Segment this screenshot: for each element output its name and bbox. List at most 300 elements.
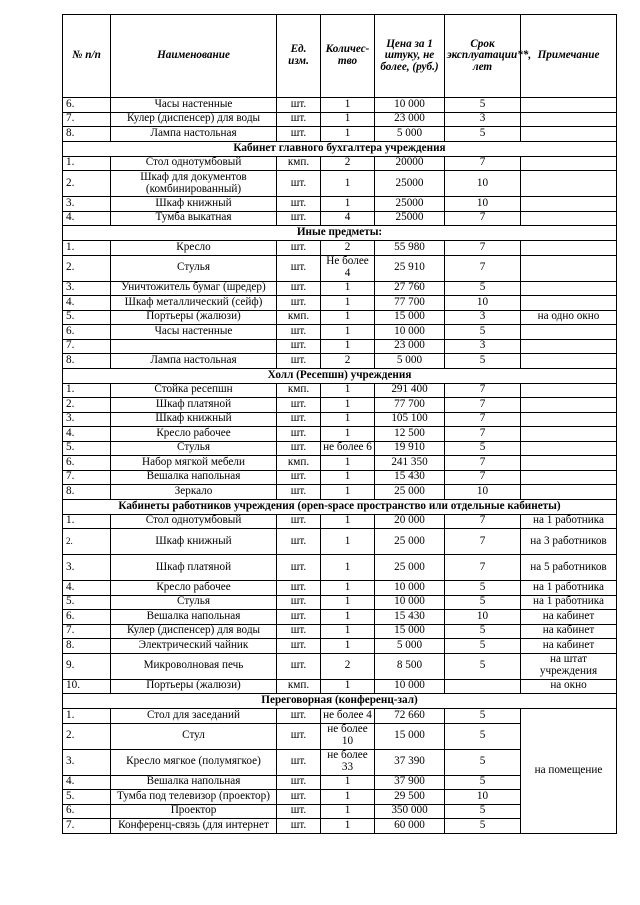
table-row: [63, 197, 617, 212]
row-qty: 1: [321, 171, 375, 197]
row-number: 1.: [63, 709, 111, 724]
row-note: [521, 171, 617, 197]
row-unit: шт.: [277, 639, 321, 654]
row-term: 7: [445, 555, 521, 581]
row-qty: не более 4: [321, 709, 375, 724]
table-row: [63, 241, 617, 256]
table-row: [63, 412, 617, 427]
table-row: [63, 354, 617, 369]
row-name: Кресло рабочее: [111, 581, 277, 596]
table-row: [63, 383, 617, 398]
row-note: [521, 412, 617, 427]
table-body: [63, 98, 617, 834]
row-number: 8.: [63, 354, 111, 369]
row-name: Кулер (диспенсер) для воды: [111, 112, 277, 127]
row-unit: кмп.: [277, 383, 321, 398]
row-name: Тумба под телевизор (проектор): [111, 790, 277, 805]
row-number: 3.: [63, 197, 111, 212]
table-row: [63, 529, 617, 555]
row-unit: шт.: [277, 749, 321, 775]
row-price: 15 000: [375, 310, 445, 325]
row-qty: 1: [321, 819, 375, 834]
section-title: Холл (Ресепшн) учреждения: [63, 368, 617, 383]
row-number: 4.: [63, 581, 111, 596]
row-unit: шт.: [277, 595, 321, 610]
row-term: 5: [445, 653, 521, 679]
row-qty: 1: [321, 804, 375, 819]
table-row: [63, 595, 617, 610]
row-term: 3: [445, 339, 521, 354]
row-note: на окно: [521, 679, 617, 694]
section-header-row: [63, 226, 617, 241]
row-note: на 1 работника: [521, 595, 617, 610]
row-price: 350 000: [375, 804, 445, 819]
table-row: [63, 624, 617, 639]
row-unit: шт.: [277, 296, 321, 311]
row-name: Стулья: [111, 255, 277, 281]
row-unit: шт.: [277, 398, 321, 413]
row-note: [521, 98, 617, 113]
row-term: 7: [445, 529, 521, 555]
header-qty: Количес-тво: [321, 15, 375, 98]
row-price: 25 000: [375, 485, 445, 500]
row-price: 291 400: [375, 383, 445, 398]
row-term: 5: [445, 723, 521, 749]
row-qty: не более 10: [321, 723, 375, 749]
row-unit: шт.: [277, 197, 321, 212]
row-term: 7: [445, 470, 521, 485]
row-number: 6.: [63, 804, 111, 819]
table-row: [63, 339, 617, 354]
row-price: 10 000: [375, 325, 445, 340]
row-qty: 1: [321, 775, 375, 790]
row-term: 7: [445, 156, 521, 171]
row-qty: 1: [321, 456, 375, 471]
row-number: 3.: [63, 281, 111, 296]
row-number: 7.: [63, 339, 111, 354]
row-price: 72 660: [375, 709, 445, 724]
row-term: 7: [445, 398, 521, 413]
row-qty: 1: [321, 339, 375, 354]
table-row: [63, 98, 617, 113]
row-term: 7: [445, 241, 521, 256]
row-number: 1.: [63, 156, 111, 171]
row-term: 10: [445, 485, 521, 500]
row-number: 1.: [63, 383, 111, 398]
row-term: 3: [445, 112, 521, 127]
row-term: 3: [445, 310, 521, 325]
furniture-norms-table: [62, 14, 617, 834]
row-note: [521, 383, 617, 398]
row-price: 25000: [375, 211, 445, 226]
table-row: [63, 639, 617, 654]
row-qty: 1: [321, 610, 375, 625]
row-qty: 2: [321, 241, 375, 256]
row-number: 3.: [63, 555, 111, 581]
row-price: 19 910: [375, 441, 445, 456]
row-note: [521, 354, 617, 369]
row-note: на 1 работника: [521, 581, 617, 596]
row-name: Зеркало: [111, 485, 277, 500]
row-name: Электрический чайник: [111, 639, 277, 654]
row-term: 10: [445, 171, 521, 197]
row-number: 2.: [63, 255, 111, 281]
row-unit: шт.: [277, 325, 321, 340]
row-unit: шт.: [277, 255, 321, 281]
row-term: 5: [445, 281, 521, 296]
row-unit: шт.: [277, 709, 321, 724]
row-price: 25 000: [375, 555, 445, 581]
row-name: Кресло рабочее: [111, 427, 277, 442]
row-price: 12 500: [375, 427, 445, 442]
row-name: Набор мягкой мебели: [111, 456, 277, 471]
row-qty: не более 33: [321, 749, 375, 775]
row-unit: кмп.: [277, 310, 321, 325]
table-row: [63, 112, 617, 127]
row-term: 5: [445, 581, 521, 596]
row-price: 20 000: [375, 514, 445, 529]
row-number: 8.: [63, 485, 111, 500]
row-term: 5: [445, 595, 521, 610]
row-price: 8 500: [375, 653, 445, 679]
row-note-merged: на помещение: [521, 709, 617, 834]
row-qty: 1: [321, 127, 375, 142]
row-unit: шт.: [277, 412, 321, 427]
section-header-row: [63, 499, 617, 514]
row-qty: 1: [321, 639, 375, 654]
row-qty: 1: [321, 485, 375, 500]
row-number: 7.: [63, 112, 111, 127]
row-number: 8.: [63, 127, 111, 142]
row-price: 23 000: [375, 339, 445, 354]
row-unit: кмп.: [277, 156, 321, 171]
row-unit: шт.: [277, 98, 321, 113]
row-unit: шт.: [277, 281, 321, 296]
row-term: 7: [445, 427, 521, 442]
row-note: на 1 работника: [521, 514, 617, 529]
row-note: [521, 485, 617, 500]
row-price: 10 000: [375, 595, 445, 610]
row-note: [521, 156, 617, 171]
row-unit: шт.: [277, 529, 321, 555]
row-note: [521, 241, 617, 256]
row-name: Тумба выкатная: [111, 211, 277, 226]
row-qty: 2: [321, 354, 375, 369]
row-price: 37 390: [375, 749, 445, 775]
row-name: Проектор: [111, 804, 277, 819]
row-unit: шт.: [277, 127, 321, 142]
row-unit: кмп.: [277, 679, 321, 694]
row-number: 4.: [63, 775, 111, 790]
row-name: Шкаф для документов (комбинированный): [111, 171, 277, 197]
row-unit: шт.: [277, 241, 321, 256]
row-price: 25 000: [375, 529, 445, 555]
row-qty: 1: [321, 112, 375, 127]
row-name: Портьеры (жалюзи): [111, 310, 277, 325]
row-name: Стол однотумбовый: [111, 514, 277, 529]
row-note: [521, 255, 617, 281]
row-qty: 4: [321, 211, 375, 226]
table-row: [63, 514, 617, 529]
row-price: 77 700: [375, 296, 445, 311]
row-name: Шкаф металлический (сейф): [111, 296, 277, 311]
row-name: Шкаф книжный: [111, 412, 277, 427]
row-name: Стол однотумбовый: [111, 156, 277, 171]
row-name: Кресло: [111, 241, 277, 256]
row-price: 25000: [375, 197, 445, 212]
header-price: Цена за 1 штуку, не более, (руб.): [375, 15, 445, 98]
row-qty: 1: [321, 412, 375, 427]
row-name: Часы настенные: [111, 98, 277, 113]
row-qty: 1: [321, 310, 375, 325]
section-header-row: [63, 368, 617, 383]
row-price: 37 900: [375, 775, 445, 790]
row-number: 5.: [63, 310, 111, 325]
row-unit: шт.: [277, 775, 321, 790]
row-unit: шт.: [277, 653, 321, 679]
row-note: [521, 197, 617, 212]
row-name: Конференц-связь (для интернет: [111, 819, 277, 834]
row-qty: 1: [321, 529, 375, 555]
header-term: Срок эксплуатации**, лет: [445, 15, 521, 98]
row-term: 5: [445, 98, 521, 113]
row-term: 5: [445, 804, 521, 819]
row-price: 23 000: [375, 112, 445, 127]
row-name: Стулья: [111, 441, 277, 456]
row-unit: шт.: [277, 819, 321, 834]
row-name: Шкаф платяной: [111, 555, 277, 581]
row-term: 10: [445, 790, 521, 805]
row-number: 7.: [63, 819, 111, 834]
row-price: 25 910: [375, 255, 445, 281]
row-term: 7: [445, 211, 521, 226]
row-number: 3.: [63, 749, 111, 775]
row-qty: 1: [321, 325, 375, 340]
row-number: 5.: [63, 790, 111, 805]
row-number: 6.: [63, 325, 111, 340]
row-name: Микроволновая печь: [111, 653, 277, 679]
row-qty: 1: [321, 581, 375, 596]
row-qty: 1: [321, 427, 375, 442]
row-note: на кабинет: [521, 624, 617, 639]
table-row: [63, 456, 617, 471]
row-term: 5: [445, 325, 521, 340]
row-note: [521, 456, 617, 471]
row-price: 5 000: [375, 127, 445, 142]
table-row: [63, 255, 617, 281]
table-row: [63, 325, 617, 340]
row-note: на одно окно: [521, 310, 617, 325]
row-name: Шкаф книжный: [111, 197, 277, 212]
section-header-row: [63, 141, 617, 156]
row-note: на штат учреждения: [521, 653, 617, 679]
row-unit: шт.: [277, 427, 321, 442]
row-unit: шт.: [277, 112, 321, 127]
table-row: [63, 281, 617, 296]
header-note: Примечание: [521, 15, 617, 98]
table-row: [63, 555, 617, 581]
row-unit: шт.: [277, 485, 321, 500]
row-note: [521, 470, 617, 485]
row-number: 7.: [63, 624, 111, 639]
row-price: 77 700: [375, 398, 445, 413]
row-price: 241 350: [375, 456, 445, 471]
row-price: 55 980: [375, 241, 445, 256]
row-number: 2.: [63, 171, 111, 197]
table-row: [63, 171, 617, 197]
row-price: 20000: [375, 156, 445, 171]
row-term: 5: [445, 127, 521, 142]
row-term: [445, 679, 521, 694]
row-unit: шт.: [277, 339, 321, 354]
row-term: 5: [445, 639, 521, 654]
document-page: [62, 14, 616, 834]
row-term: 5: [445, 441, 521, 456]
row-name: Стол для заседаний: [111, 709, 277, 724]
section-title: Иные предметы:: [63, 226, 617, 241]
row-number: 2.: [63, 529, 111, 555]
row-number: 7.: [63, 470, 111, 485]
row-unit: шт.: [277, 624, 321, 639]
row-price: 29 500: [375, 790, 445, 805]
row-name: Стойка ресепшн: [111, 383, 277, 398]
row-name: Кулер (диспенсер) для воды: [111, 624, 277, 639]
row-name: Кресло мягкое (полумягкое): [111, 749, 277, 775]
row-note: на 3 работников: [521, 529, 617, 555]
row-term: 7: [445, 255, 521, 281]
row-note: [521, 281, 617, 296]
row-unit: шт.: [277, 610, 321, 625]
row-term: 5: [445, 819, 521, 834]
row-qty: 2: [321, 653, 375, 679]
row-qty: 1: [321, 296, 375, 311]
section-header-row: [63, 694, 617, 709]
row-term: 5: [445, 775, 521, 790]
row-number: 10.: [63, 679, 111, 694]
row-name: Уничтожитель бумаг (шредер): [111, 281, 277, 296]
row-unit: шт.: [277, 581, 321, 596]
row-number: 2.: [63, 398, 111, 413]
row-term: 5: [445, 624, 521, 639]
row-qty: 1: [321, 624, 375, 639]
table-row: [63, 679, 617, 694]
table-row: [63, 485, 617, 500]
table-row: [63, 296, 617, 311]
row-term: 7: [445, 383, 521, 398]
row-term: 7: [445, 514, 521, 529]
row-qty: 1: [321, 398, 375, 413]
table-row: [63, 470, 617, 485]
row-unit: шт.: [277, 354, 321, 369]
row-number: 4.: [63, 296, 111, 311]
row-qty: 1: [321, 470, 375, 485]
row-qty: 1: [321, 98, 375, 113]
row-note: [521, 112, 617, 127]
row-note: [521, 127, 617, 142]
table-row: [63, 610, 617, 625]
table-row: [63, 709, 617, 724]
row-name: Вешалка напольная: [111, 470, 277, 485]
row-price: 10 000: [375, 679, 445, 694]
row-qty: 2: [321, 156, 375, 171]
row-number: 9.: [63, 653, 111, 679]
table-row: [63, 156, 617, 171]
row-price: 60 000: [375, 819, 445, 834]
row-note: [521, 296, 617, 311]
header-unit: Ед. изм.: [277, 15, 321, 98]
table-row: [63, 441, 617, 456]
row-number: 5.: [63, 595, 111, 610]
row-name: Шкаф книжный: [111, 529, 277, 555]
section-title: Кабинеты работников учреждения (open-space пространство или отдельные кабинеты): [63, 499, 617, 514]
row-unit: шт.: [277, 514, 321, 529]
row-name: Лампа настольная: [111, 354, 277, 369]
row-price: 10 000: [375, 98, 445, 113]
row-number: 1.: [63, 514, 111, 529]
row-note: на кабинет: [521, 610, 617, 625]
row-qty: Не более 4: [321, 255, 375, 281]
row-qty: 1: [321, 595, 375, 610]
row-qty: 1: [321, 281, 375, 296]
row-number: 4.: [63, 427, 111, 442]
row-price: 15 430: [375, 610, 445, 625]
row-price: 5 000: [375, 639, 445, 654]
row-note: на кабинет: [521, 639, 617, 654]
row-term: 5: [445, 709, 521, 724]
header-num: № п/п: [63, 15, 111, 98]
row-unit: шт.: [277, 470, 321, 485]
row-price: 105 100: [375, 412, 445, 427]
row-unit: кмп.: [277, 456, 321, 471]
row-price: 5 000: [375, 354, 445, 369]
row-unit: шт.: [277, 555, 321, 581]
row-price: 15 430: [375, 470, 445, 485]
row-number: 2.: [63, 723, 111, 749]
table-row: [63, 427, 617, 442]
row-price: 25000: [375, 171, 445, 197]
table-row: [63, 653, 617, 679]
row-term: 10: [445, 197, 521, 212]
row-qty: не более 6: [321, 441, 375, 456]
row-term: 10: [445, 610, 521, 625]
row-unit: шт.: [277, 441, 321, 456]
row-name: Стул: [111, 723, 277, 749]
section-title: Переговорная (конференц-зал): [63, 694, 617, 709]
row-unit: шт.: [277, 171, 321, 197]
table-row: [63, 398, 617, 413]
row-term: 5: [445, 749, 521, 775]
row-name: Шкаф платяной: [111, 398, 277, 413]
row-unit: шт.: [277, 211, 321, 226]
row-qty: 1: [321, 383, 375, 398]
row-term: 10: [445, 296, 521, 311]
row-name: Вешалка напольная: [111, 775, 277, 790]
row-qty: 1: [321, 679, 375, 694]
row-number: 3.: [63, 412, 111, 427]
table-header-row: [63, 15, 617, 98]
row-unit: шт.: [277, 790, 321, 805]
row-note: [521, 325, 617, 340]
row-note: [521, 398, 617, 413]
row-name: Лампа настольная: [111, 127, 277, 142]
section-title: Кабинет главного бухгалтера учреждения: [63, 141, 617, 156]
row-number: 4.: [63, 211, 111, 226]
header-name: Наименование: [111, 15, 277, 98]
row-note: [521, 339, 617, 354]
row-number: 1.: [63, 241, 111, 256]
row-qty: 1: [321, 197, 375, 212]
row-price: 10 000: [375, 581, 445, 596]
